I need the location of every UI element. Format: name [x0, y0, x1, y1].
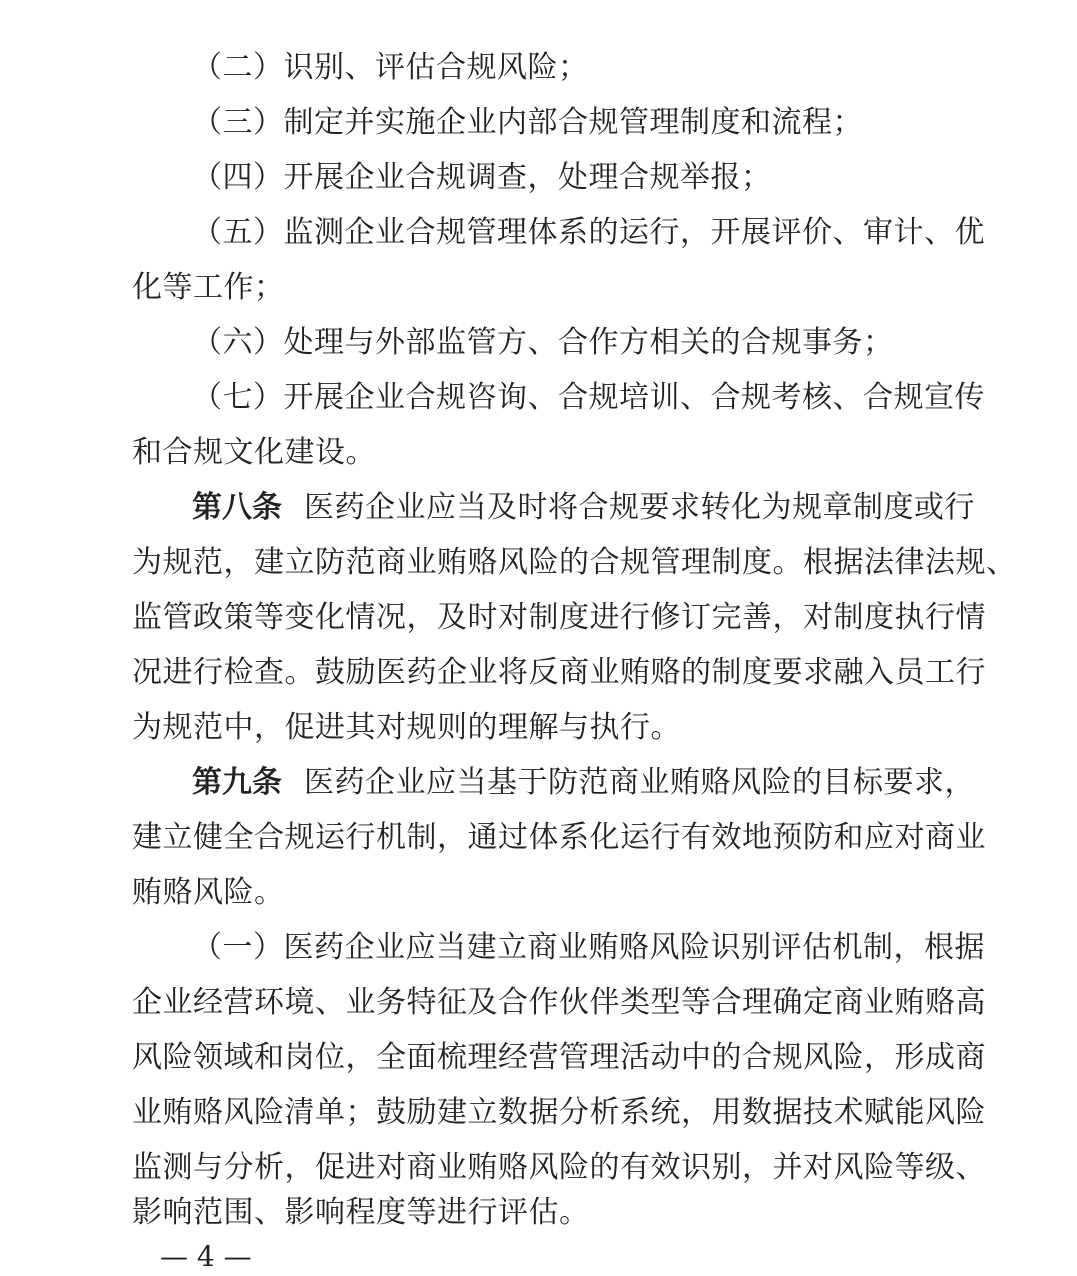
paragraph-line: 为规范中，促进其对规则的理解与执行。 [132, 710, 681, 745]
paragraph-line: 风险领域和岗位，全面梳理经营管理活动中的合规风险，形成商 [132, 1040, 986, 1075]
list-item: （三）制定并实施企业内部合规管理制度和流程； [192, 105, 863, 140]
article-8-label: 第八条 [192, 490, 282, 525]
paragraph-line: 监测与分析，促进对商业贿赂风险的有效识别，并对风险等级、 [132, 1150, 986, 1185]
page-number: — 4 — [160, 1240, 252, 1273]
paragraph-line: 监管政策等变化情况，及时对制度进行修订完善，对制度执行情 [132, 600, 986, 635]
list-item: （五）监测企业合规管理体系的运行，开展评价、审计、优 [192, 215, 985, 250]
article-8-text: 医药企业应当及时将合规要求转化为规章制度或行 [304, 490, 975, 525]
paragraph-line: 建立健全合规运行机制，通过体系化运行有效地预防和应对商业 [132, 820, 986, 855]
list-item: （二）识别、评估合规风险； [192, 50, 589, 85]
paragraph-line: 况进行检查。鼓励医药企业将反商业贿赂的制度要求融入员工行 [132, 655, 986, 690]
paragraph-line: 企业经营环境、业务特征及合作伙伴类型等合理确定商业贿赂高 [132, 985, 986, 1020]
paragraph-line: 为规范，建立防范商业贿赂风险的合规管理制度。根据法律法规、 [132, 545, 1017, 580]
list-item: （四）开展企业合规调查，处理合规举报； [192, 160, 772, 195]
article-9-label: 第九条 [192, 765, 282, 800]
article-9-text: 医药企业应当基于防范商业贿赂风险的目标要求， [304, 765, 975, 800]
paragraph-line: 影响范围、影响程度等进行评估。 [132, 1195, 590, 1230]
paragraph-line: 业贿赂风险清单；鼓励建立数据分析系统，用数据技术赋能风险 [132, 1095, 986, 1130]
list-item: （六）处理与外部监管方、合作方相关的合规事务； [192, 325, 894, 360]
list-item-continuation: 化等工作； [132, 270, 285, 305]
list-item-continuation: 和合规文化建设。 [132, 435, 376, 470]
list-item: （七）开展企业合规咨询、合规培训、合规考核、合规宣传 [192, 380, 985, 415]
article-8-first-line [192, 488, 975, 528]
article-9-first-line [192, 763, 975, 803]
list-item: （一）医药企业应当建立商业贿赂风险识别评估机制，根据 [192, 930, 985, 965]
paragraph-line: 贿赂风险。 [132, 875, 285, 910]
